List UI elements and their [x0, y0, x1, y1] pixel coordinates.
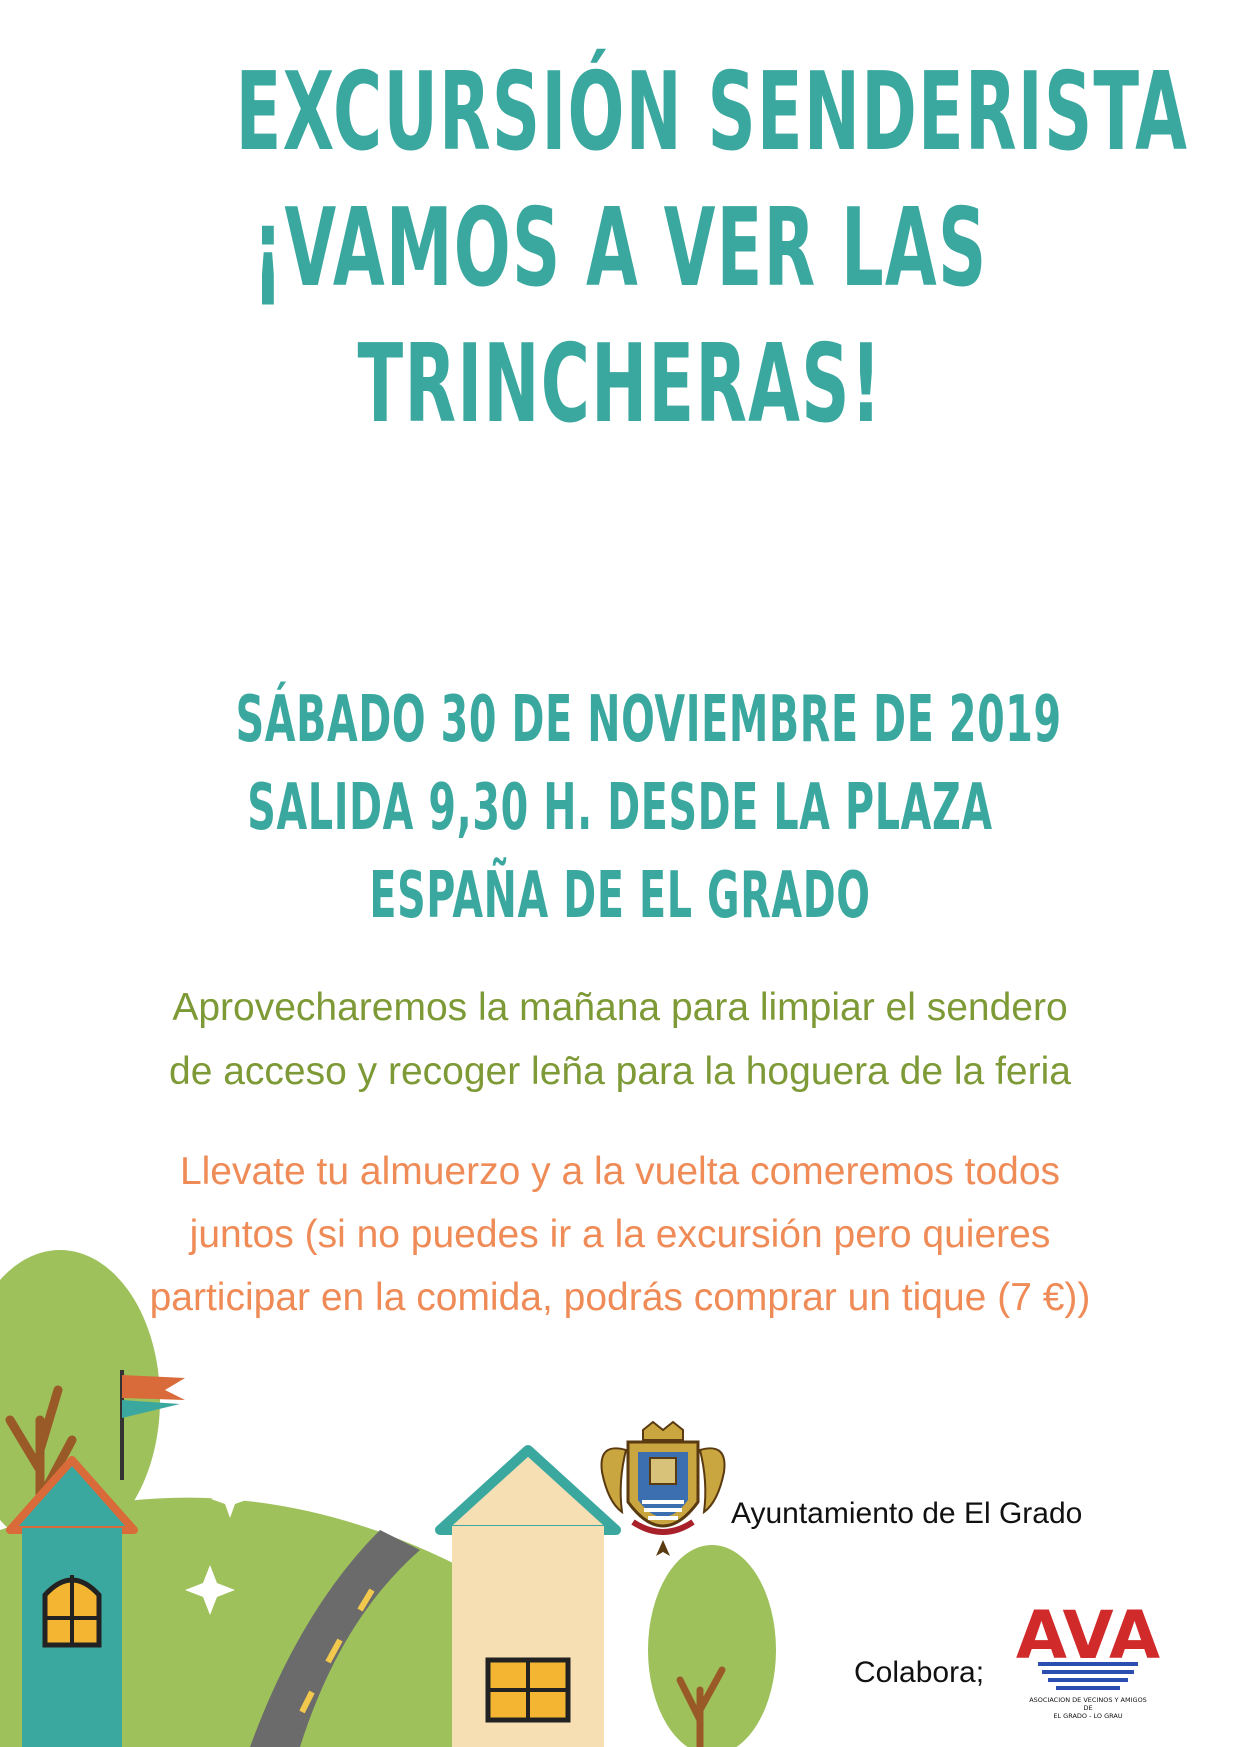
flag-icon — [122, 1375, 185, 1400]
activity-description — [60, 976, 1180, 1104]
collaborator-label: Colabora; — [854, 1656, 985, 1689]
activity-line-1: Aprovecharemos la mañana para limpiar el sendero — [172, 986, 1068, 1029]
ava-logo-icon — [1015, 1580, 1161, 1730]
roof-cream-icon — [440, 1450, 616, 1530]
poster-title — [235, 45, 1189, 453]
title-line-1: EXCURSIÓN SENDERISTA — [235, 50, 1189, 175]
activity-line-2: de acceso y recoger leña para la hoguera de la feria — [169, 1050, 1071, 1093]
svg-text:ASOCIACION DE VECINOS Y AMIGOS: ASOCIACION DE VECINOS Y AMIGOS — [1029, 1696, 1147, 1704]
title-line-2: ¡VAMOS A VER LAS — [252, 186, 988, 311]
ava-logo-text: AVA — [1015, 1597, 1161, 1674]
title-line-3: TRINCHERAS! — [357, 322, 883, 447]
organizer-name: Ayuntamiento de El Grado — [731, 1497, 1083, 1530]
event-departure: SALIDA 9,30 H. DESDE LA PLAZA — [247, 771, 993, 845]
lunch-line-3: participar en la comida, podrás comprar un tique (7 €)) — [149, 1276, 1091, 1319]
small-tree-icon — [648, 1545, 776, 1747]
svg-text:EL GRADO - LO GRAU: EL GRADO - LO GRAU — [1053, 1712, 1123, 1720]
event-details — [235, 676, 1062, 940]
event-date: SÁBADO 30 DE NOVIEMBRE DE 2019 — [235, 683, 1062, 757]
svg-text:DE: DE — [1083, 1704, 1093, 1712]
lunch-line-2: juntos (si no puedes ir a la excursión pero quieres — [189, 1213, 1051, 1256]
coat-of-arms-icon — [598, 1422, 728, 1562]
lunch-line-1: Llevate tu almuerzo y a la vuelta comeremos todos — [179, 1150, 1061, 1193]
event-place: ESPAÑA DE EL GRADO — [369, 859, 871, 933]
